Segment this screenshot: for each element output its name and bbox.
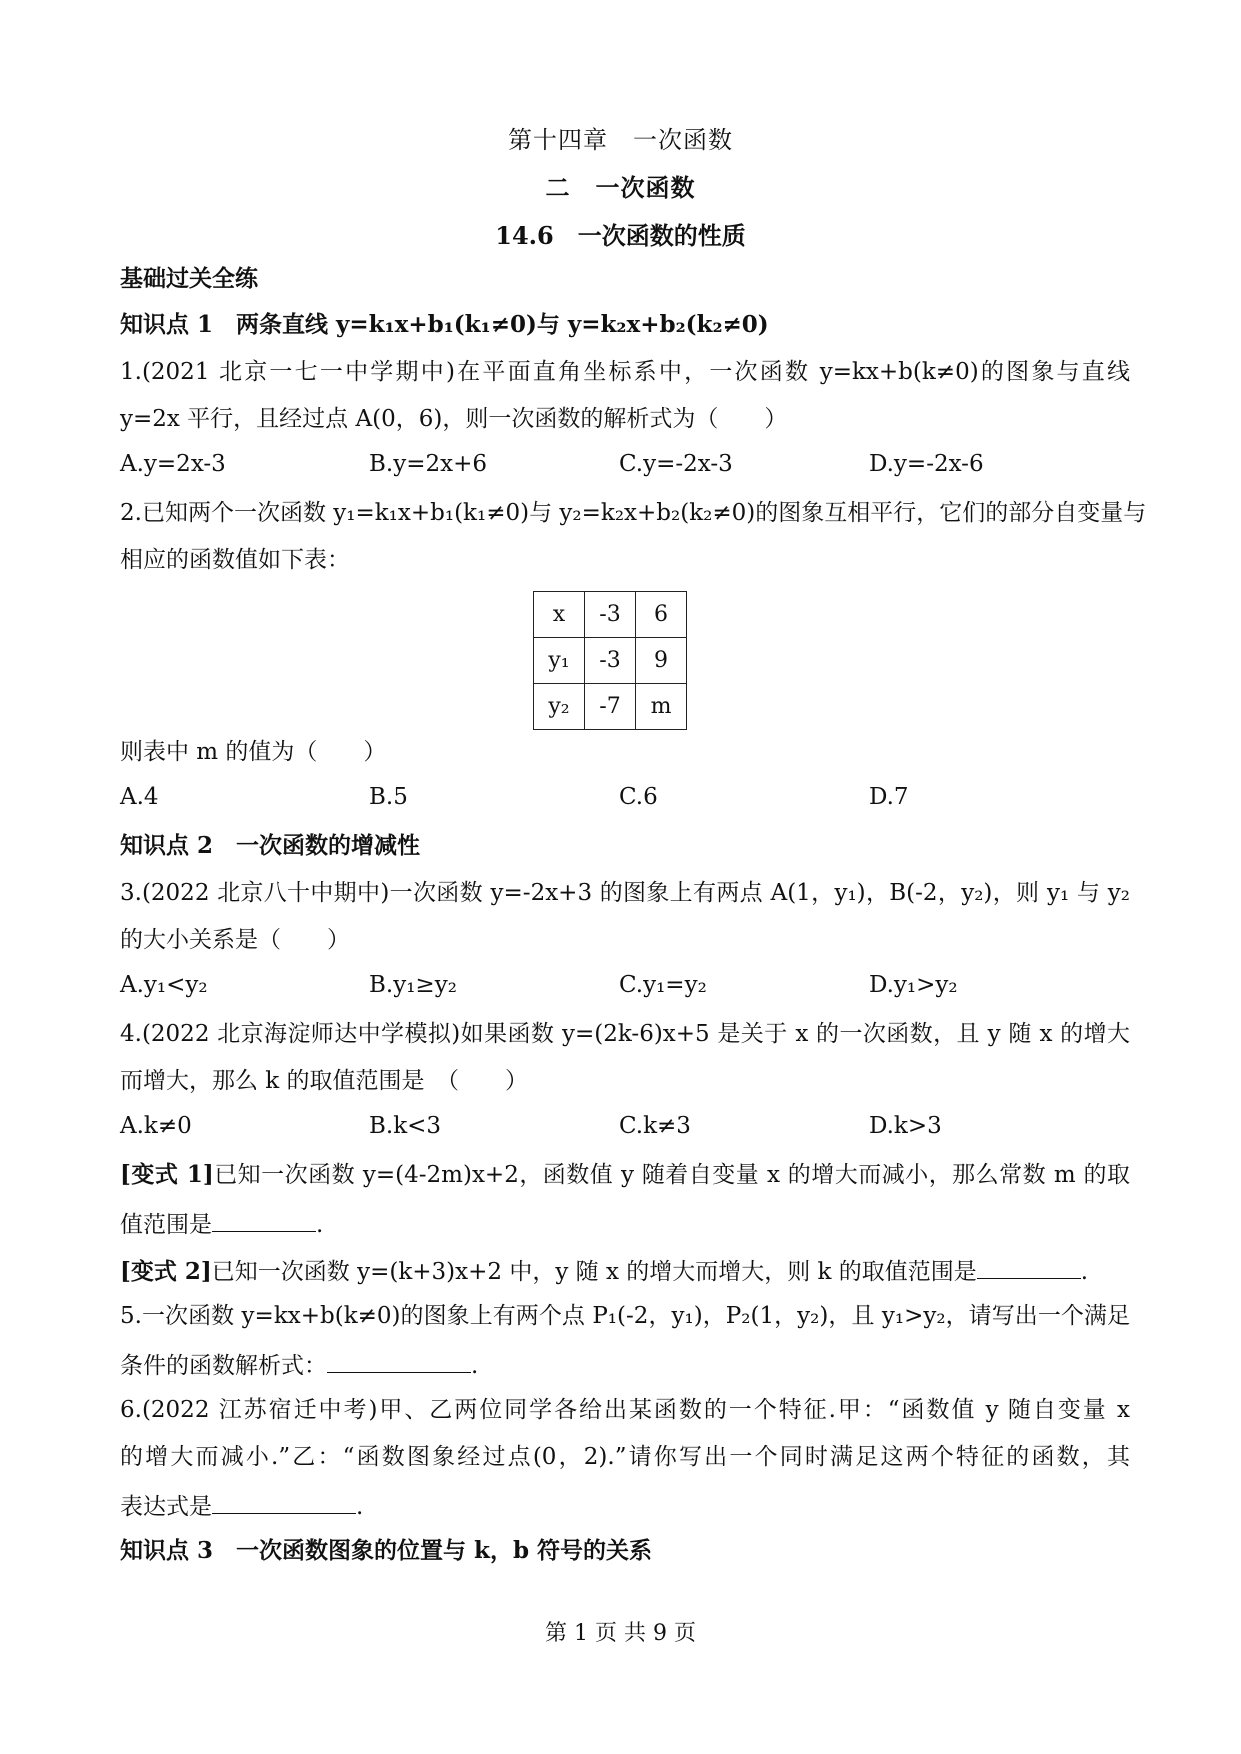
variant-2-text: 已知一次函数 y=(k+3)x+2 中，y 随 x 的增大而增大，则 k 的取值范围是 <box>211 1259 977 1285</box>
question-1-option-d: D.y=-2x-6 <box>869 451 984 477</box>
variant-1-tag: [变式 1] <box>120 1161 214 1188</box>
table-cell: m <box>636 684 687 730</box>
answer-blank[interactable] <box>977 1254 1081 1279</box>
question-2-option-b: B.5 <box>369 784 408 810</box>
table-row <box>534 638 687 684</box>
answer-blank[interactable] <box>212 1207 316 1232</box>
question-1-option-c: C.y=-2x-3 <box>619 451 733 477</box>
question-4-option-b: B.k<3 <box>369 1113 442 1139</box>
question-3-option-b: B.y₁≥y₂ <box>369 972 457 998</box>
question-5-line-2 <box>120 1348 1130 1381</box>
table-row <box>534 592 687 638</box>
question-4-line-2: 而增大，那么 k 的取值范围是 （ ） <box>120 1068 529 1094</box>
question-5-period: . <box>471 1353 479 1379</box>
table-cell: y₁ <box>534 638 585 684</box>
question-6-line-3 <box>120 1489 1130 1522</box>
table-cell: x <box>534 592 585 638</box>
table-cell: 6 <box>636 592 687 638</box>
table-cell: -7 <box>585 684 636 730</box>
question-1-line-1: 1.(2021 北京一七一中学期中)在平面直角坐标系中，一次函数 y=kx+b(k≠0)的图象与直线 <box>120 359 1130 385</box>
knowledge-point-2-heading: 知识点 2 一次函数的增减性 <box>120 832 421 859</box>
question-2-option-d: D.7 <box>869 784 909 810</box>
question-4-line-1: 4.(2022 北京海淀师达中学模拟)如果函数 y=(2k-6)x+5 是关于 x 的一次函数，且 y 随 x 的增大 <box>120 1021 1130 1047</box>
answer-blank[interactable] <box>327 1348 471 1373</box>
question-2-option-a: A.4 <box>120 784 159 810</box>
page-footer: 第 1 页 共 9 页 <box>545 1621 696 1646</box>
variant-1-period: . <box>316 1212 324 1238</box>
question-4-option-a: A.k≠0 <box>120 1113 192 1139</box>
table-row <box>534 684 687 730</box>
question-2-line-3: 则表中 m 的值为（ ） <box>120 739 387 765</box>
variant-1-line-1 <box>120 1160 1130 1190</box>
table-cell: -3 <box>585 592 636 638</box>
question-6-line-1: 6.(2022 江苏宿迁中考)甲、乙两位同学各给出某函数的一个特征.甲：“函数值 y 随自变量 x <box>120 1397 1130 1423</box>
question-3-line-1: 3.(2022 北京八十中期中)一次函数 y=-2x+3 的图象上有两点 A(1，y₁)，B(-2，y₂)，则 y₁ 与 y₂ <box>120 880 1130 906</box>
subsection-title: 14.6 一次函数的性质 <box>495 221 746 250</box>
variant-1-text-2: 值范围是 <box>120 1212 212 1238</box>
question-3-option-d: D.y₁>y₂ <box>869 972 958 998</box>
question-2-option-c: C.6 <box>619 784 658 810</box>
question-1-line-2: y=2x 平行，且经过点 A(0，6)，则一次函数的解析式为（ ） <box>120 406 788 432</box>
question-1-option-a: A.y=2x-3 <box>120 451 226 477</box>
question-2-line-2: 相应的函数值如下表： <box>120 547 350 573</box>
question-6-period: . <box>356 1494 364 1520</box>
table-cell: 9 <box>636 638 687 684</box>
variant-1-text: 已知一次函数 y=(4-2m)x+2，函数值 y 随着自变量 x 的增大而减小，那么常数 m 的取 <box>213 1162 1131 1188</box>
practice-title: 基础过关全练 <box>120 265 258 292</box>
variant-1-line-2 <box>120 1207 1130 1240</box>
variant-2-tag: [变式 2] <box>120 1258 212 1285</box>
question-2-line-1: 2.已知两个一次函数 y₁=k₁x+b₁(k₁≠0)与 y₂=k₂x+b₂(k₂≠0)的图象互相平行，它们的部分自变量与 <box>120 500 1147 526</box>
table-cell: -3 <box>585 638 636 684</box>
knowledge-point-1-heading: 知识点 1 两条直线 y=k₁x+b₁(k₁≠0)与 y=k₂x+b₂(k₂≠0) <box>120 311 769 338</box>
question-6-line-2: 的增大而减小.”乙：“函数图象经过点(0，2).”请你写出一个同时满足这两个特征的函数，其 <box>120 1444 1130 1470</box>
question-6-text-3: 表达式是 <box>120 1494 212 1520</box>
question-4-option-d: D.k>3 <box>869 1113 942 1139</box>
chapter-title: 第十四章 一次函数 <box>508 126 733 154</box>
variant-2-line-1 <box>120 1254 1130 1287</box>
answer-blank[interactable] <box>212 1489 356 1514</box>
question-3-option-a: A.y₁<y₂ <box>120 972 208 998</box>
question-3-line-2: 的大小关系是（ ） <box>120 927 350 953</box>
question-5-line-1: 5.一次函数 y=kx+b(k≠0)的图象上有两个点 P₁(-2，y₁)，P₂(1，y₂)，且 y₁>y₂，请写出一个满足 <box>120 1303 1130 1329</box>
table-cell: y₂ <box>534 684 585 730</box>
value-table <box>533 591 687 730</box>
question-5-text-2: 条件的函数解析式： <box>120 1353 327 1379</box>
question-3-option-c: C.y₁=y₂ <box>619 972 707 998</box>
variant-2-period: . <box>1080 1259 1089 1285</box>
section-title: 二 一次函数 <box>545 173 696 202</box>
question-4-option-c: C.k≠3 <box>619 1113 691 1139</box>
knowledge-point-3-heading: 知识点 3 一次函数图象的位置与 k，b 符号的关系 <box>120 1537 653 1564</box>
question-1-option-b: B.y=2x+6 <box>369 451 487 477</box>
